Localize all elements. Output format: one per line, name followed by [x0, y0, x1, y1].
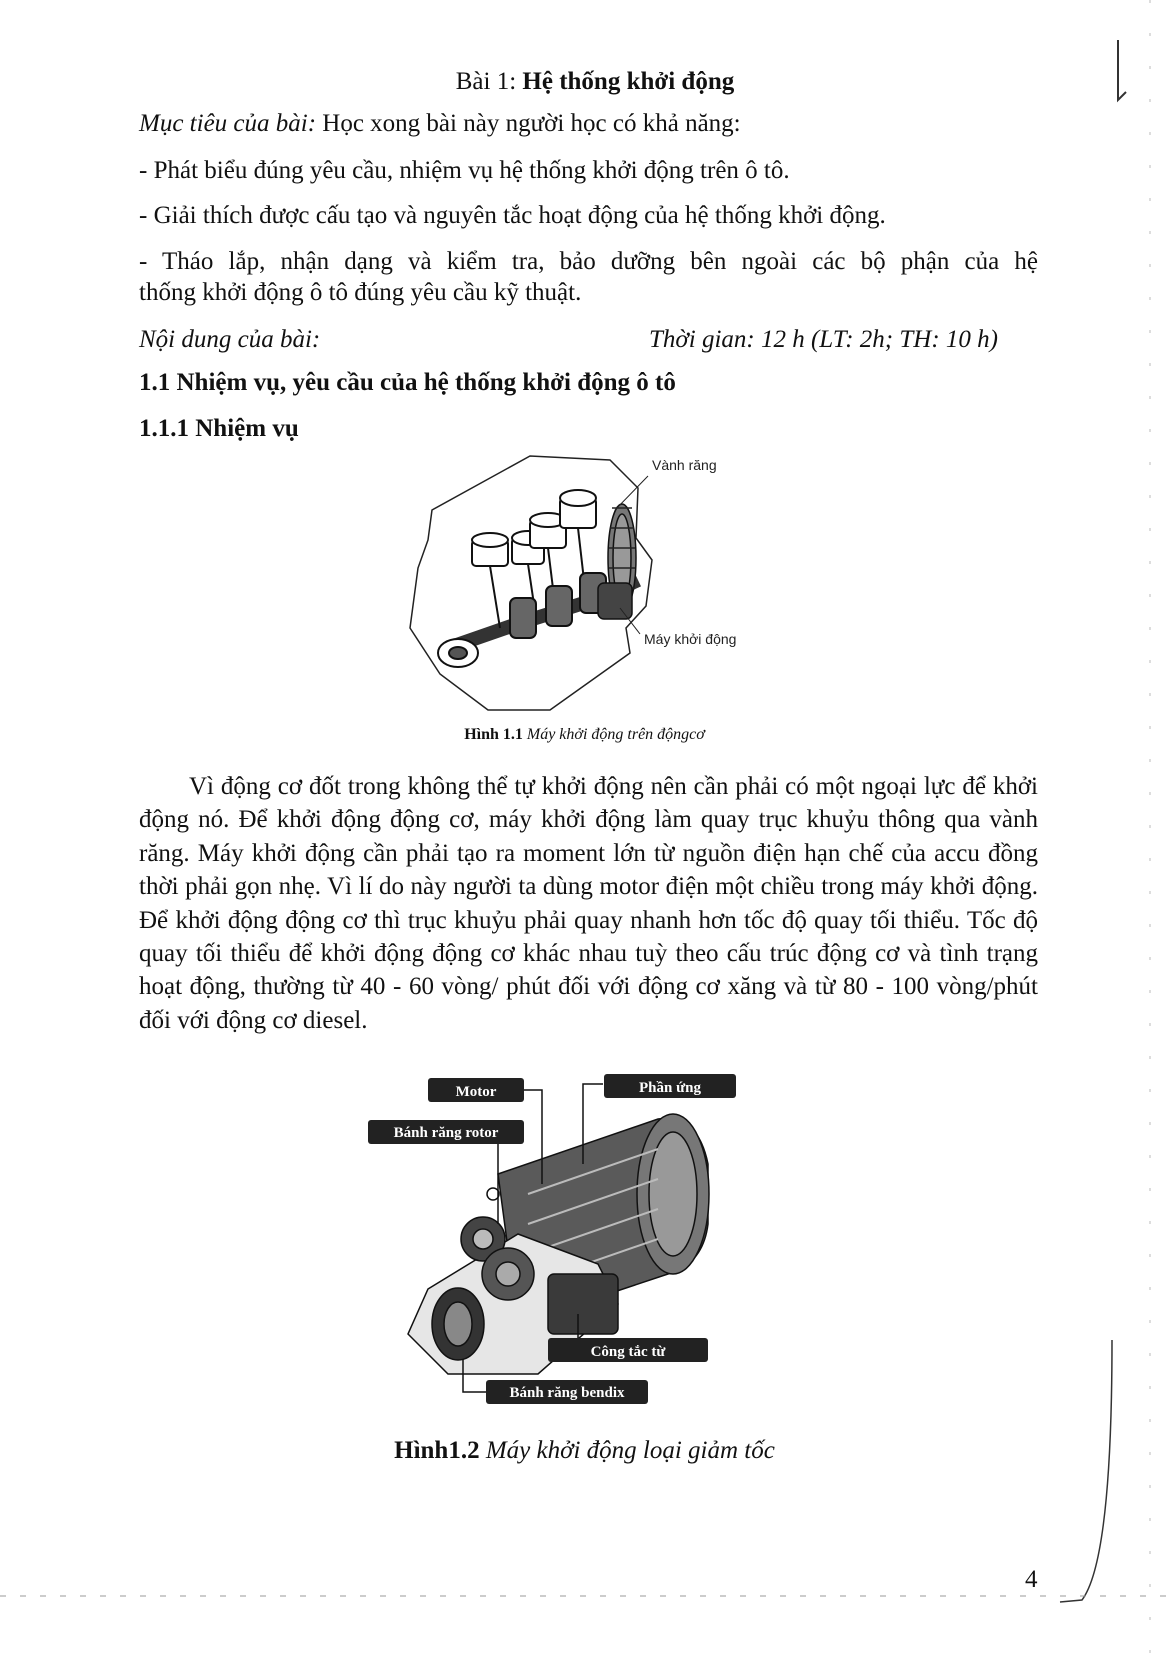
lesson-title-prefix: Bài 1:	[455, 68, 523, 95]
figure-1-2-caption-text: Máy khởi động loại giảm tốc	[479, 1437, 775, 1464]
page-number: 4	[1025, 1566, 1038, 1593]
svg-text:Phần ứng: Phần ứng	[639, 1080, 701, 1096]
label-ring-gear: Vành răng	[652, 457, 717, 473]
objective-text: Học xong bài này người học có khả năng:	[316, 110, 741, 137]
svg-text:Motor: Motor	[455, 1084, 497, 1100]
figure-1-1-caption-text: Máy khởi động trên độngcơ	[522, 726, 705, 743]
bullet-3-continued: thống khởi động ô tô đúng yêu cầu kỹ thuật.	[139, 279, 582, 306]
svg-text:Bánh răng bendix: Bánh răng bendix	[509, 1385, 625, 1401]
lesson-title-main: Hệ thống khởi động	[522, 68, 735, 95]
bullet-3: - Tháo lắp, nhận dạng và kiểm tra, bảo dưỡng bên ngoài các bộ phận của hệ	[139, 248, 1038, 275]
section-1-1-heading: 1.1 Nhiệm vụ, yêu cầu của hệ thống khởi động ô tô	[139, 369, 676, 396]
svg-text:Bánh răng rotor: Bánh răng rotor	[393, 1125, 499, 1141]
svg-text:Công tắc từ: Công tắc từ	[590, 1344, 666, 1360]
body-paragraph: Vì động cơ đốt trong không thể tự khởi động nên cần phải có một ngoại lực để khởi động nó. Để khởi động động cơ, máy khởi động làm quay trục khuỷu thông qua vành răng. Máy khởi động cần phải tạo ra moment lớn từ nguồn điện hạn chế của accu đồng thời phải gọn nhẹ. Vì lí do này người ta dùng motor điện một chiều trong máy khởi động. Để khởi động động cơ thì trục khuỷu phải quay nhanh hơn tốc độ quay tối thiểu. Tốc độ quay tối thiểu để khởi động động cơ khác nhau tuỳ theo cấu trúc động cơ và tình trạng hoạt động, thường từ 40 - 60 vòng/ phút đối với động cơ xăng và từ 80 - 100 vòng/phút đối với động cơ diesel.	[139, 773, 1038, 1034]
objective-label: Mục tiêu của bài:	[139, 110, 317, 137]
section-1-1-1-heading: 1.1.1 Nhiệm vụ	[139, 415, 299, 442]
figure-1-2-caption-number: Hình1.2	[394, 1437, 480, 1464]
content-label: Nội dung của bài:	[139, 326, 321, 353]
time-info: Thời gian: 12 h (LT: 2h; TH: 10 h)	[649, 326, 998, 353]
bullet-1: - Phát biểu đúng yêu cầu, nhiệm vụ hệ thống khởi động trên ô tô.	[139, 157, 790, 184]
label-starter: Máy khởi động	[644, 631, 737, 647]
figure-1-1-caption-number: Hình 1.1	[464, 726, 523, 743]
bullet-2: - Giải thích được cấu tạo và nguyên tắc hoạt động của hệ thống khởi động.	[139, 202, 886, 229]
